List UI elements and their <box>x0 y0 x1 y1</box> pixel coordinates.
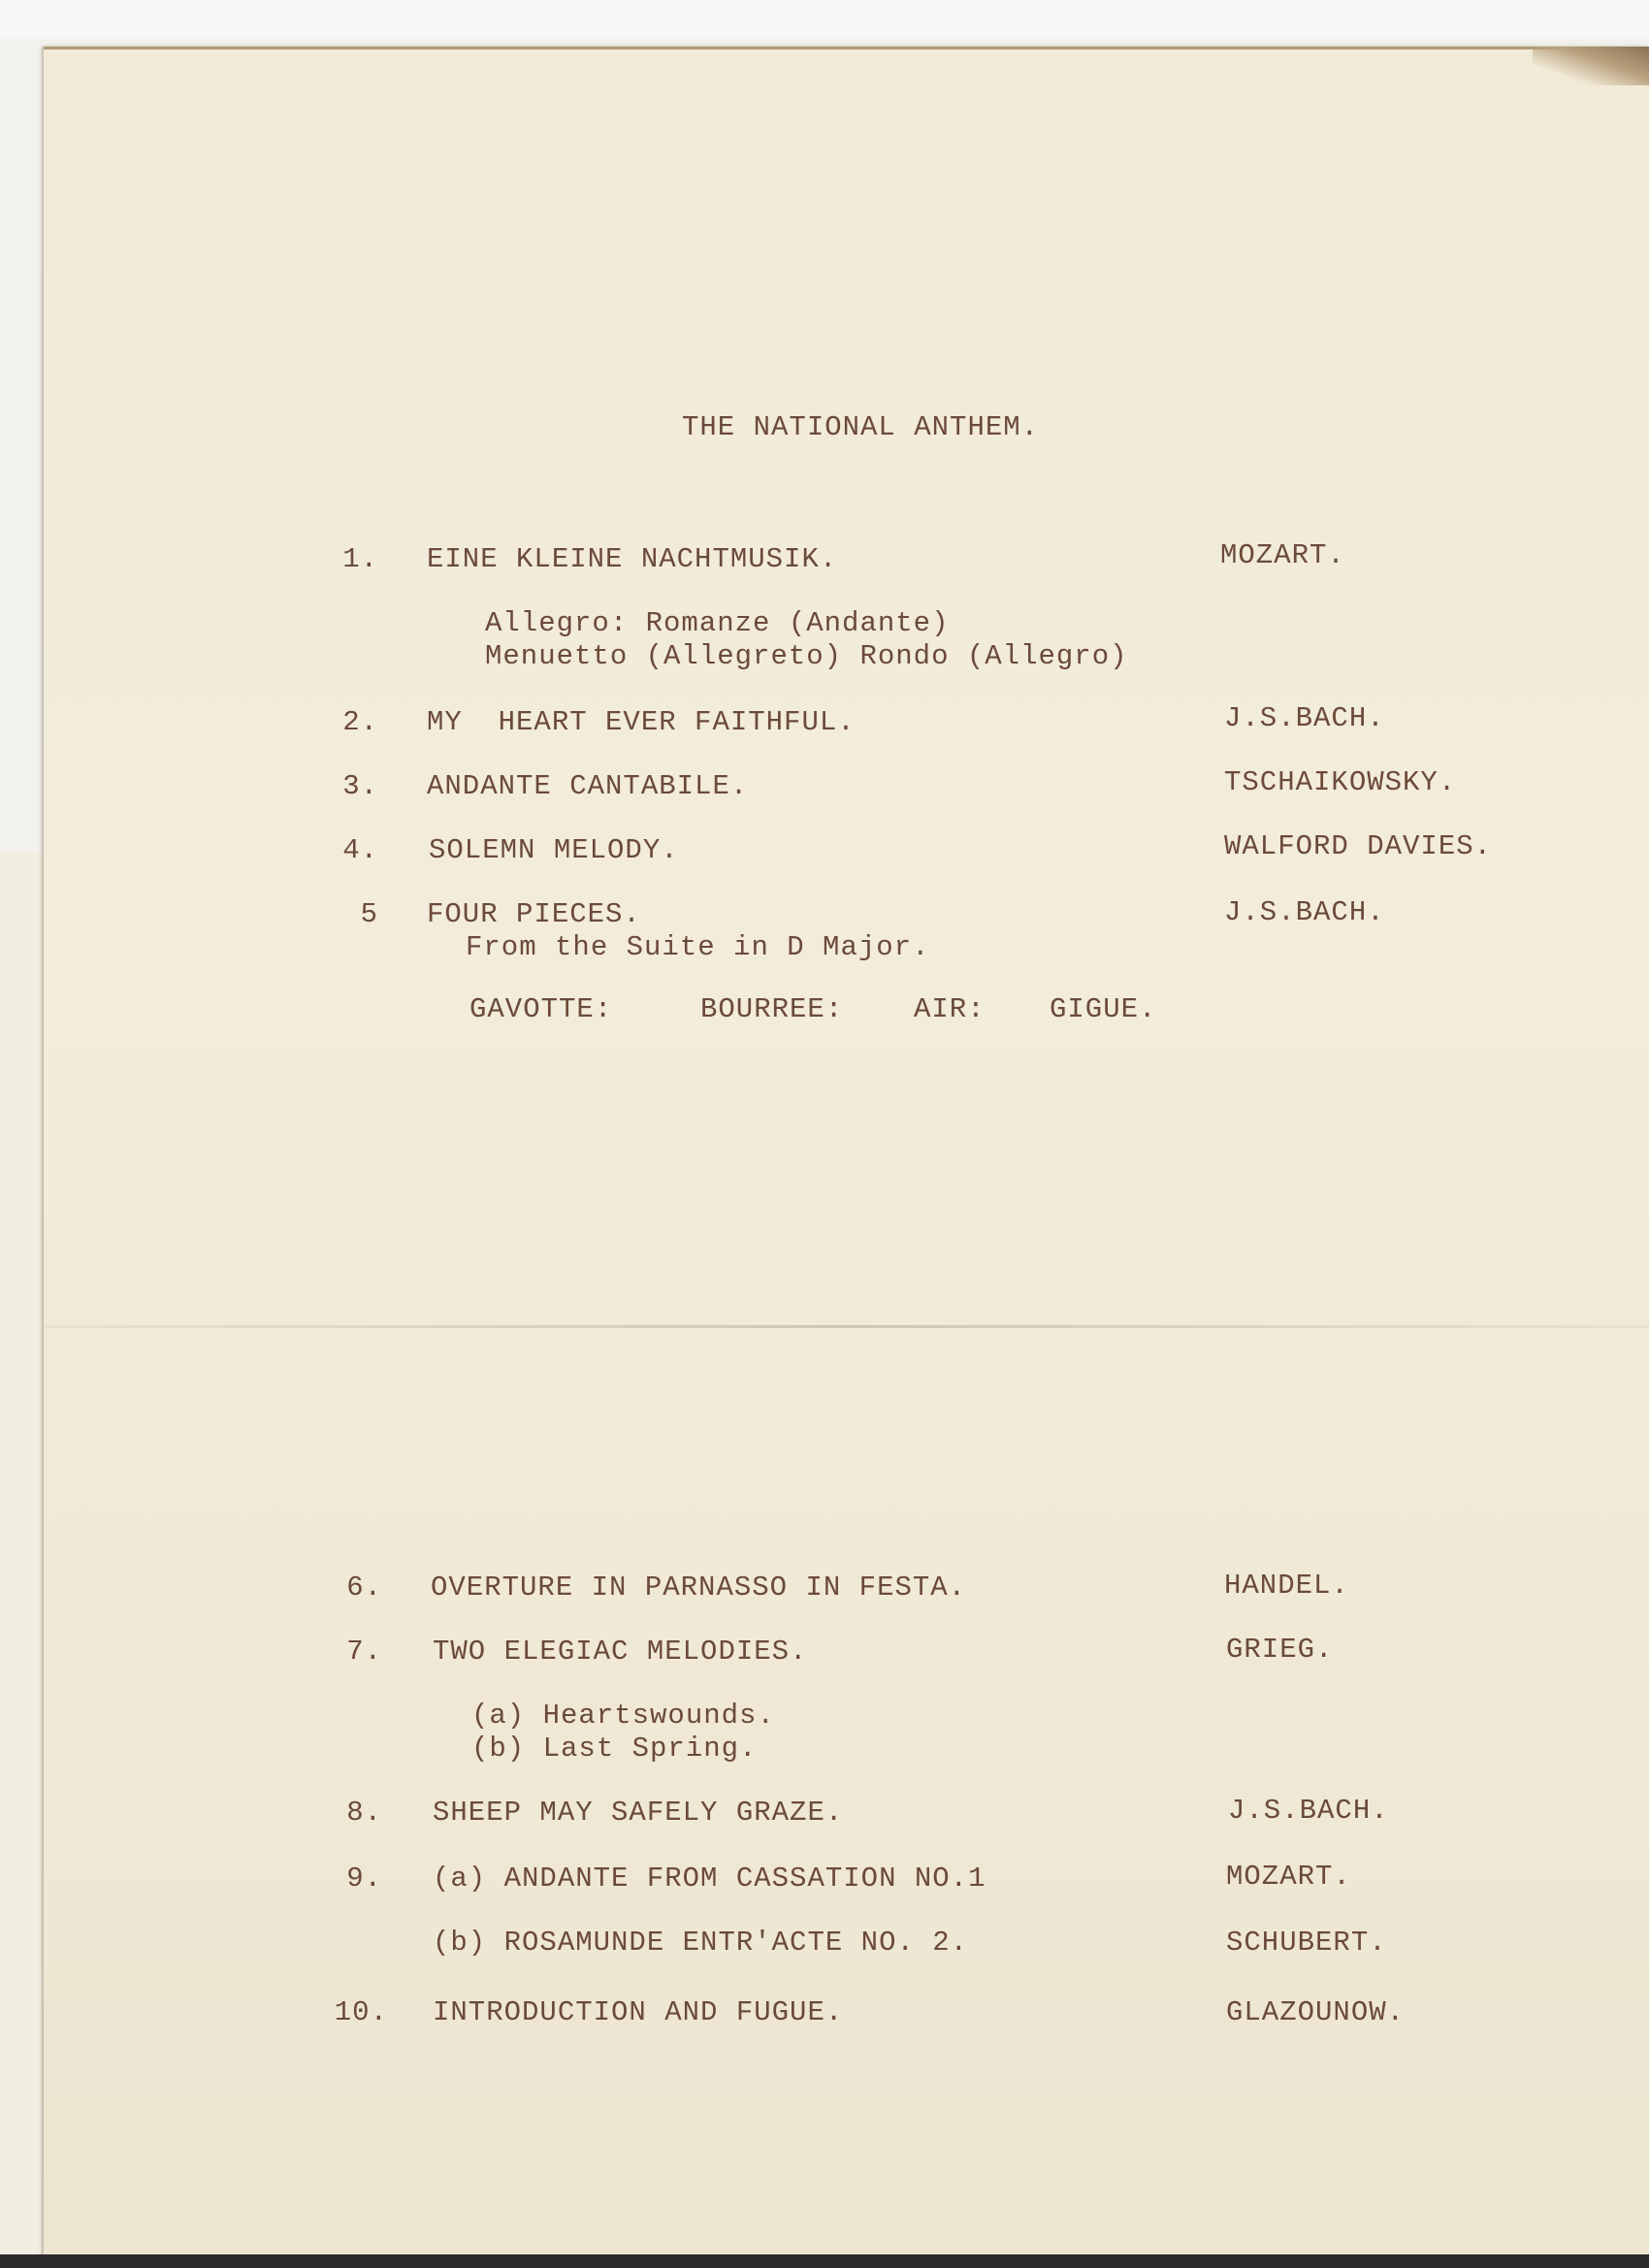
item-number: 8. <box>346 1797 382 1829</box>
item-title: OVERTURE IN PARNASSO IN FESTA. <box>431 1571 967 1604</box>
item-title: INTRODUCTION AND FUGUE. <box>433 1996 844 2028</box>
item-number: 4. <box>342 834 378 866</box>
melody-a: (a) Heartswounds. <box>471 1700 775 1732</box>
item-title: (a) ANDANTE FROM CASSATION NO.1 <box>433 1863 986 1895</box>
movement-bourree: BOURREE: <box>700 993 844 1025</box>
item-composer: WALFORD DAVIES. <box>1224 830 1493 862</box>
item-composer: J.S.BACH. <box>1224 896 1385 928</box>
item-number: 3. <box>342 770 378 802</box>
item-title: SHEEP MAY SAFELY GRAZE. <box>433 1797 844 1829</box>
scan-bottom-edge <box>0 2254 1649 2268</box>
item-number: 2. <box>342 706 378 738</box>
programme-title: THE NATIONAL ANTHEM. <box>682 411 1040 443</box>
melody-b: (b) Last Spring. <box>471 1733 758 1765</box>
item-composer: HANDEL. <box>1224 1570 1349 1602</box>
item-title-b: (b) ROSAMUNDE ENTR'ACTE NO. 2. <box>433 1927 969 1959</box>
item-composer: J.S.BACH. <box>1228 1795 1389 1827</box>
item-number: 10. <box>334 1996 388 2028</box>
item-title: FOUR PIECES. <box>427 898 641 930</box>
movement-gigue: GIGUE. <box>1050 993 1157 1025</box>
item-title: TWO ELEGIAC MELODIES. <box>433 1636 808 1668</box>
movement-air: AIR: <box>914 993 986 1025</box>
item-title: ANDANTE CANTABILE. <box>427 770 749 802</box>
item-number: 7. <box>346 1636 382 1668</box>
item-composer: J.S.BACH. <box>1224 702 1385 734</box>
scan-background-top <box>0 0 1649 39</box>
item-number: 5 <box>360 898 378 930</box>
item-composer: MOZART. <box>1226 1861 1351 1893</box>
item-title: SOLEMN MELODY. <box>429 834 679 866</box>
item-movements-line-2: Menuetto (Allegreto) Rondo (Allegro) <box>485 640 1128 672</box>
torn-corner <box>1533 47 1649 85</box>
item-composer: GRIEG. <box>1226 1634 1334 1666</box>
movement-gavotte: GAVOTTE: <box>469 993 613 1025</box>
item-title: MY HEART EVER FAITHFUL. <box>427 706 856 738</box>
item-number: 6. <box>346 1571 382 1604</box>
item-composer: GLAZOUNOW. <box>1226 1996 1406 2028</box>
item-subtitle: From the Suite in D Major. <box>466 931 930 963</box>
item-movements-line-1: Allegro: Romanze (Andante) <box>485 607 950 639</box>
item-number: 9. <box>346 1863 382 1895</box>
item-composer-b: SCHUBERT. <box>1226 1927 1387 1959</box>
item-number: 1. <box>342 543 378 575</box>
item-composer: MOZART. <box>1220 539 1345 571</box>
item-title: EINE KLEINE NACHTMUSIK. <box>427 543 838 575</box>
item-composer: TSCHAIKOWSKY. <box>1224 766 1457 798</box>
